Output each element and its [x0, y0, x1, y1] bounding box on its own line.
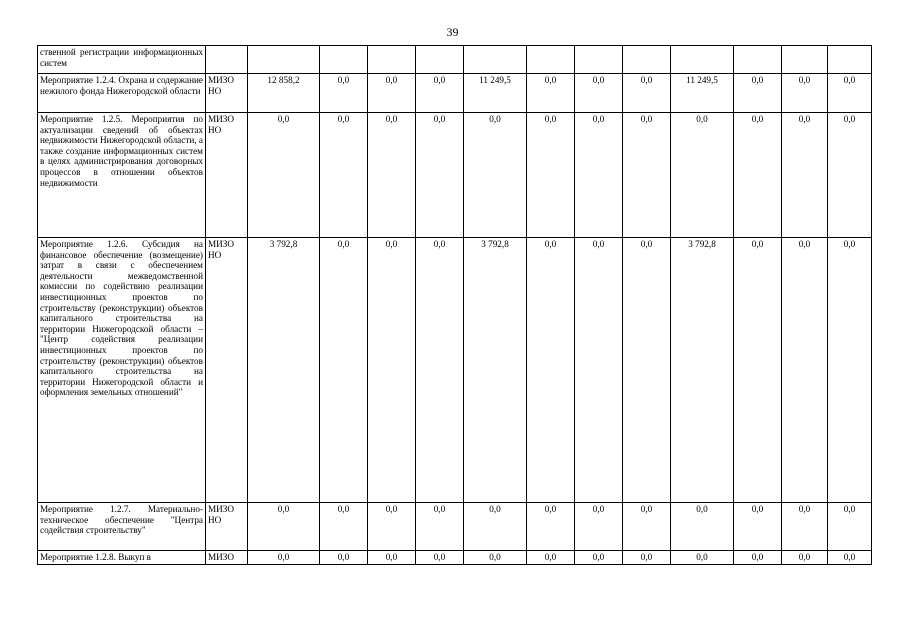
- value-cell: 0,0: [464, 503, 527, 551]
- value-cell: 11 249,5: [464, 74, 527, 113]
- value-cell: [368, 46, 416, 74]
- value-cell: 0,0: [527, 503, 575, 551]
- value-cell: 0,0: [320, 238, 368, 503]
- value-cell: 0,0: [623, 551, 671, 565]
- value-cell: 3 792,8: [671, 238, 734, 503]
- value-cell: 0,0: [623, 238, 671, 503]
- value-cell: 0,0: [368, 238, 416, 503]
- measure-name-cell: Мероприятие 1.2.8. Выкуп в: [38, 551, 206, 565]
- value-cell: 0,0: [248, 551, 320, 565]
- value-cell: 0,0: [671, 551, 734, 565]
- value-cell: 12 858,2: [248, 74, 320, 113]
- page-number: 39: [446, 25, 459, 39]
- measure-name-cell: Мероприятие 1.2.4. Охрана и содержание нежилого фонда Нижегородской области: [38, 74, 206, 113]
- budget-table: [37, 45, 872, 565]
- value-cell: 0,0: [416, 551, 464, 565]
- value-cell: 0,0: [734, 503, 782, 551]
- value-cell: [734, 46, 782, 74]
- value-cell: [416, 46, 464, 74]
- value-cell: [248, 46, 320, 74]
- value-cell: 0,0: [782, 238, 828, 503]
- value-cell: 0,0: [575, 551, 623, 565]
- measure-name-cell: Мероприятие 1.2.7. Материально-техническое обеспечение "Центра содействия строительству": [38, 503, 206, 551]
- value-cell: 0,0: [828, 551, 872, 565]
- value-cell: 0,0: [416, 238, 464, 503]
- value-cell: 0,0: [575, 74, 623, 113]
- table-row: [38, 74, 872, 113]
- value-cell: 0,0: [464, 113, 527, 238]
- value-cell: 0,0: [671, 503, 734, 551]
- value-cell: [320, 46, 368, 74]
- value-cell: 0,0: [734, 551, 782, 565]
- value-cell: 0,0: [734, 74, 782, 113]
- table-row: [38, 238, 872, 503]
- value-cell: 0,0: [320, 113, 368, 238]
- value-cell: 0,0: [527, 551, 575, 565]
- value-cell: 0,0: [623, 503, 671, 551]
- value-cell: 0,0: [416, 113, 464, 238]
- value-cell: [671, 46, 734, 74]
- value-cell: 0,0: [248, 503, 320, 551]
- executor-cell: МИЗО НО: [206, 503, 248, 551]
- value-cell: 0,0: [248, 113, 320, 238]
- value-cell: 0,0: [782, 74, 828, 113]
- value-cell: 0,0: [671, 113, 734, 238]
- value-cell: 0,0: [623, 113, 671, 238]
- value-cell: 0,0: [320, 551, 368, 565]
- measure-name-cell: Мероприятие 1.2.5. Мероприятия по актуализации сведений об объектах недвижимости Нижегородской области, а также создание информационных систем в целях администрирования договорных процессов в отношении объектов недвижимости: [38, 113, 206, 238]
- value-cell: [782, 46, 828, 74]
- value-cell: 0,0: [320, 74, 368, 113]
- value-cell: 0,0: [527, 113, 575, 238]
- value-cell: 0,0: [734, 113, 782, 238]
- value-cell: [464, 46, 527, 74]
- value-cell: 0,0: [320, 503, 368, 551]
- value-cell: 3 792,8: [248, 238, 320, 503]
- measure-name-cell: ственной регистрации информационных систем: [38, 46, 206, 74]
- value-cell: 0,0: [828, 74, 872, 113]
- value-cell: 0,0: [464, 551, 527, 565]
- value-cell: 0,0: [575, 503, 623, 551]
- value-cell: 0,0: [368, 551, 416, 565]
- value-cell: [575, 46, 623, 74]
- value-cell: 0,0: [527, 238, 575, 503]
- table-row: [38, 113, 872, 238]
- value-cell: 0,0: [828, 503, 872, 551]
- value-cell: 0,0: [416, 74, 464, 113]
- value-cell: 0,0: [782, 551, 828, 565]
- value-cell: [828, 46, 872, 74]
- value-cell: 0,0: [368, 503, 416, 551]
- value-cell: 0,0: [782, 113, 828, 238]
- value-cell: 3 792,8: [464, 238, 527, 503]
- value-cell: 0,0: [623, 74, 671, 113]
- executor-cell: [206, 46, 248, 74]
- value-cell: 0,0: [368, 74, 416, 113]
- value-cell: 0,0: [828, 113, 872, 238]
- value-cell: 11 249,5: [671, 74, 734, 113]
- executor-cell: МИЗО: [206, 551, 248, 565]
- value-cell: [527, 46, 575, 74]
- executor-cell: МИЗО НО: [206, 113, 248, 238]
- executor-cell: МИЗО НО: [206, 74, 248, 113]
- value-cell: 0,0: [575, 113, 623, 238]
- measure-name-cell: Мероприятие 1.2.6. Субсидия на финансовое обеспечение (возмещение) затрат в связи с обеспечением деятельности межведомственной комиссии по содействию реализации инвестиционных проектов по строительству (реконструкции) объектов капитального строительства на территории Нижегородской области – "Центр содействия реализации инвестиционных проектов по строительству (реконструкции) объектов капитального строительства на территории Нижегородской области и оформления земельных отношений": [38, 238, 206, 503]
- value-cell: 0,0: [734, 238, 782, 503]
- executor-cell: МИЗО НО: [206, 238, 248, 503]
- table-row: [38, 551, 872, 565]
- value-cell: 0,0: [828, 238, 872, 503]
- value-cell: 0,0: [575, 238, 623, 503]
- value-cell: 0,0: [782, 503, 828, 551]
- table-row: [38, 503, 872, 551]
- value-cell: [623, 46, 671, 74]
- value-cell: 0,0: [368, 113, 416, 238]
- value-cell: 0,0: [527, 74, 575, 113]
- table-row: [38, 46, 872, 74]
- value-cell: 0,0: [416, 503, 464, 551]
